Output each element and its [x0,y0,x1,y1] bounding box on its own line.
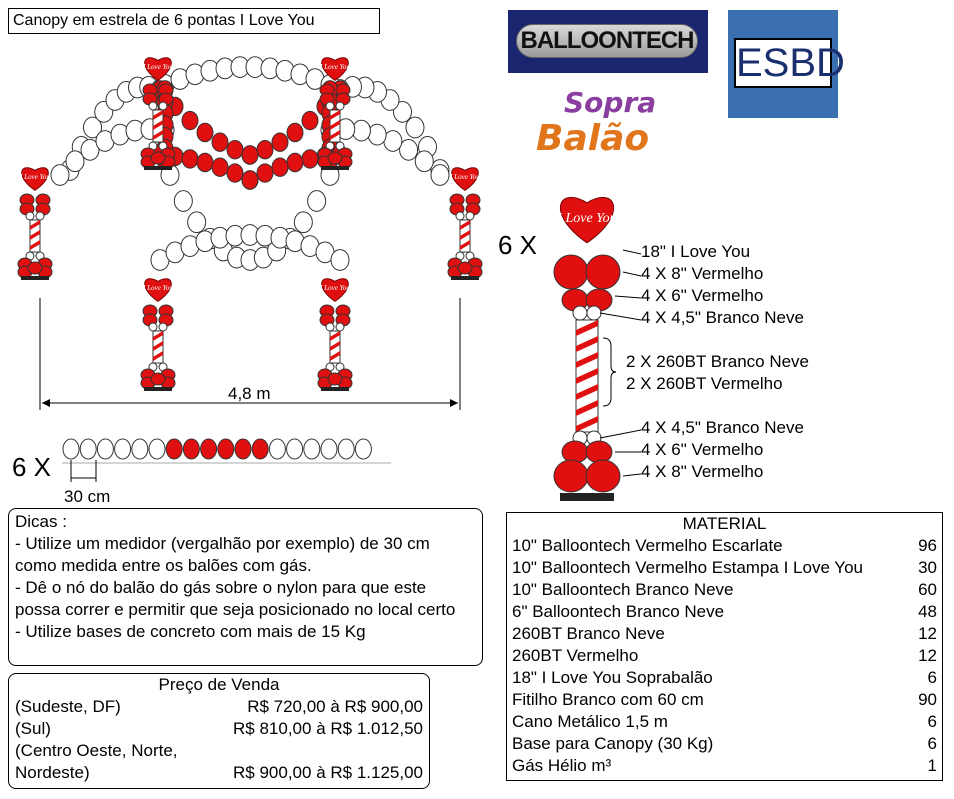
canopy-arch-balloon [431,165,449,186]
canopy-arch-balloon [197,153,213,171]
strand-balloon-white [115,439,131,459]
canopy-arch-balloon [272,133,288,151]
strand-balloon-red [235,439,251,459]
price-value: R$ 720,00 à R$ 900,00 [247,697,423,716]
column-bracket [603,338,616,406]
column-part-label: 4 X 8" Vermelho [641,264,764,283]
canopy-arch-balloon [212,133,228,151]
column-balloon-white [159,102,167,110]
canopy-width-label: 4,8 m [228,384,271,403]
material-item: Gás Hélio m³ [512,756,612,775]
price-row [15,696,423,718]
material-item: 10" Balloontech Vermelho Estampa I Love You [512,558,863,577]
price-region: (Centro Oeste, Norte, [15,741,178,760]
canopy-arch-balloon [242,171,258,189]
tips-header: Dicas : [15,512,67,531]
material-item: 10" Balloontech Vermelho Escarlate [512,536,783,555]
material-item: Cano Metálico 1,5 m [512,712,668,731]
column-balloon-white [26,212,34,220]
canopy-arch-balloon [331,250,349,271]
canopy-arch-balloon [272,158,288,176]
column-base [451,276,479,280]
canopy-arch-balloon [257,164,273,182]
material-item: Base para Canopy (30 Kg) [512,734,714,753]
column-part-label: 2 X 260BT Branco Neve [626,352,810,371]
canopy-arch-balloon [406,117,424,138]
column-balloon-white [336,323,344,331]
price-value: R$ 810,00 à R$ 1.012,50 [233,719,423,738]
material-header: MATERIAL [682,514,767,533]
column-base [321,166,349,170]
big-column-balloon-45 [587,306,601,320]
material-qty: 30 [918,558,937,577]
strand-balloon-white [97,439,113,459]
column-base [21,276,49,280]
column-heart-text: I Love You [320,284,350,292]
column-balloon [28,262,42,274]
strand-balloon-white [338,439,354,459]
dimension-arrow-left [42,399,50,407]
price-value: R$ 900,00 à R$ 1.125,00 [233,763,423,782]
strand-balloon-red [183,439,199,459]
canopy-arch-balloon [174,191,192,212]
canopy-arch-balloon [212,158,228,176]
canopy-arch-balloon [227,141,243,159]
canopy-arch-balloon [182,111,198,129]
big-column-balloon-8 [554,460,588,492]
material-box [506,512,943,781]
column-balloon-white [159,323,167,331]
column-illustration [554,197,641,501]
page-title: Canopy em estrela de 6 pontas I Love You [8,8,380,34]
dimension-arrow-right [450,399,458,407]
material-qty: 6 [927,712,937,731]
material-qty: 1 [927,756,937,775]
strand-balloon-white [269,439,285,459]
big-column-balloon-6 [562,441,588,463]
strand-balloon-red [166,439,182,459]
column-part-label: 4 X 6" Vermelho [641,440,764,459]
material-qty: 6 [927,668,937,687]
column-balloon [151,152,165,164]
material-qty: 6 [927,734,937,753]
canopy-arch-balloon [51,165,69,186]
column-balloon-white [326,323,334,331]
canopy-arch-balloon [182,150,198,168]
material-row [512,689,937,711]
price-row [15,718,423,740]
column-part-label: 4 X 8" Vermelho [641,462,764,481]
material-row [512,535,937,557]
column-balloon-white [149,102,157,110]
material-row [512,557,937,579]
canopy-arch-balloon [400,140,418,161]
price-region: (Sudeste, DF) [15,697,121,716]
strand-balloon-white [321,439,337,459]
canopy-illustration [18,57,482,391]
material-item: 260BT Branco Neve [512,624,665,643]
column-base [144,166,172,170]
strand-balloon-white [304,439,320,459]
material-row [512,711,937,733]
big-column-balloon-8 [586,255,620,289]
soprabalao-logo-line2: Balão [536,118,650,159]
column-base [144,387,172,391]
column-balloon-white [466,212,474,220]
big-column-heart-text: I Love You [557,211,617,226]
canopy-arch-balloon [188,212,206,233]
big-column-balloon-45 [573,306,587,320]
material-qty: 90 [918,690,937,709]
material-item: 260BT Vermelho [512,646,639,665]
canopy-arch-balloon [415,151,433,172]
material-row [512,579,937,601]
tips-box [8,508,483,666]
column-balloon-white [326,102,334,110]
material-item: 18" I Love You Soprabalão [512,668,713,687]
material-item: 10" Balloontech Branco Neve [512,580,734,599]
column-balloon-white [36,212,44,220]
material-qty: 12 [918,624,937,643]
strand-balloon-white [80,439,96,459]
column-balloon-white [456,212,464,220]
column-part-label: 4 X 6" Vermelho [641,286,764,305]
tips-item: - Dê o nó do balão do gás sobre o nylon para que este possa correr e permitir que seja posicionado no local certo [15,578,456,619]
strand-balloon-white [149,439,165,459]
column-leader-line [623,272,641,276]
big-column-balloon-6 [586,441,612,463]
canopy-arch-balloon [287,153,303,171]
material-row [512,623,937,645]
price-row [15,740,423,762]
column-balloon [151,373,165,385]
material-row [512,667,937,689]
column-leader-line [623,474,641,476]
column-leader-line [600,313,641,320]
material-qty: 96 [918,536,937,555]
column-balloon [458,262,472,274]
column-balloon [328,152,342,164]
big-column-balloon-8 [586,460,620,492]
strand-balloon-red [218,439,234,459]
canopy-arch-balloon [302,150,318,168]
canopy-arch-balloon [197,123,213,141]
column-leader-line [615,296,641,298]
canopy-arch-balloon [242,146,258,164]
esbd-logo-text: ESBD [734,38,832,88]
soprabalao-logo-line1: Sopra [564,86,657,119]
tips-item: - Utilize bases de concreto com mais de 15 Kg [15,622,366,641]
strand-balloon-white [132,439,148,459]
column-heart-text: I Love You [20,173,50,181]
material-item: 6" Balloontech Branco Neve [512,602,725,621]
strand-balloon-white [63,439,79,459]
strand-spacing-label: 30 cm [64,487,111,506]
column-multiplier: 6 X [498,230,538,260]
column-balloon [328,373,342,385]
canopy-arch-balloon [227,164,243,182]
big-column-balloon-8 [554,255,588,289]
material-row [512,755,937,777]
column-heart-text: I Love You [143,63,173,71]
price-region: (Sul) [15,719,51,738]
column-heart-text: I Love You [320,63,350,71]
balloontech-logo-text: BALLOONTECH [516,24,698,58]
canopy-arch-balloon [287,123,303,141]
material-row [512,645,937,667]
strand-illustration [63,439,371,459]
column-heart-text: I Love You [143,284,173,292]
strand-balloon-red [252,439,268,459]
material-row [512,733,937,755]
column-leader-line [600,430,641,438]
strand-balloon-white [355,439,371,459]
material-qty: 12 [918,646,937,665]
column-part-label: 4 X 4,5" Branco Neve [641,418,804,437]
canopy-arch-balloon [368,124,386,145]
strand-multiplier: 6 X [12,452,52,482]
column-balloon-white [149,323,157,331]
column-heart-text: I Love You [450,173,480,181]
material-row [512,601,937,623]
strand-balloon-white [287,439,303,459]
price-row [15,762,423,784]
canopy-arch-balloon [308,191,326,212]
column-part-label: 4 X 4,5" Branco Neve [641,308,804,327]
canopy-arch-balloon [294,212,312,233]
material-qty: 60 [918,580,937,599]
big-column-base [560,493,614,501]
price-header: Preço de Venda [158,675,280,694]
price-box [8,673,430,789]
strand-balloon-red [201,439,217,459]
material-qty: 48 [918,602,937,621]
column-part-label: 2 X 260BT Vermelho [626,374,783,393]
column-balloon-white [336,102,344,110]
canopy-arch-balloon [302,111,318,129]
column-leader-line [623,250,641,254]
price-region: Nordeste) [15,763,90,782]
column-part-label: 18" I Love You [641,242,751,261]
material-item: Fitilho Branco com 60 cm [512,690,704,709]
canopy-arch-balloon [257,141,273,159]
tips-item: - Utilize um medidor (vergalhão por exemplo) de 30 cm como medida entre os balões com gás. [15,534,435,575]
column-base [321,387,349,391]
